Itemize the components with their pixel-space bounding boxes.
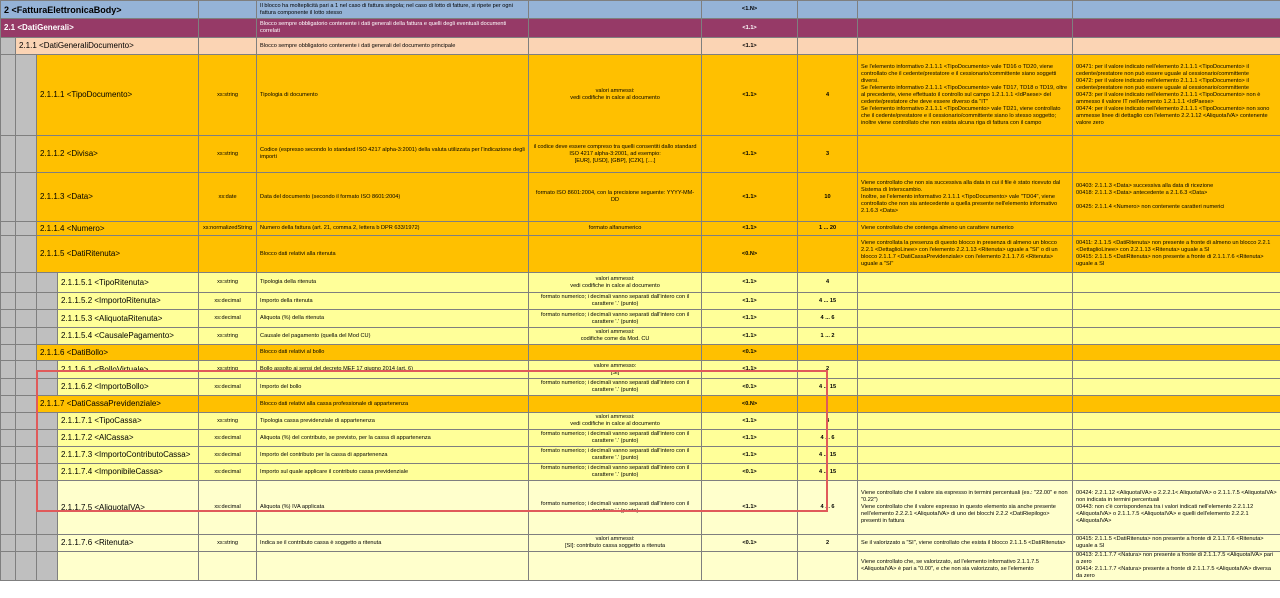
table-row (1, 396, 1280, 413)
format-values (529, 396, 702, 413)
controls: Viene controllata la presenza di questo blocco in presenza di almeno un blocco 2.2.1 <DettaglioLinee> con l'elemento 2.2.1.13 <Ritenuta> uguale a "SI" o di un blocco 2.1.1.7 <DatiCassaPrevidenziale> con l'elemento 2.1.1.7.6 <Ritenuta> uguale a "SI" (858, 236, 1073, 273)
dimension: 3 (798, 136, 858, 173)
format-values: formato ISO 8601:2004, con la precisione seguente: YYYY-MM-DD (529, 173, 702, 222)
element-name: 2.1 <DatiGenerali> (1, 19, 199, 38)
format-values: formato numerico; i decimali vanno separati dall'intero con il carattere '.' (punto) (529, 464, 702, 481)
element-name: 2.1.1.7.4 <ImponibileCassa> (58, 464, 199, 481)
format-values (529, 552, 702, 581)
error-codes (1073, 379, 1280, 396)
element-name: 2.1.1.5 <DatiRitenuta> (37, 236, 199, 273)
format-values: formato numerico; i decimali vanno separati dall'intero con il carattere '.' (punto) (529, 430, 702, 447)
table-row (1, 310, 1280, 328)
dimension: 4 ... 6 (798, 310, 858, 328)
element-description: Data del documento (secondo il formato ISO 8601:2004) (257, 173, 529, 222)
data-type: xs:decimal (199, 447, 257, 464)
element-name: 2.1.1.7.2 <AlCassa> (58, 430, 199, 447)
error-codes: 00403: 2.1.1.3 <Data> successiva alla data di ricezione 00418: 2.1.1.3 <Data> antecedente a 2.1.6.3 <Data> 00425: 2.1.1.4 <Numero> non contenente caratteri numerici (1073, 173, 1280, 222)
dimension (798, 552, 858, 581)
element-description: Aliquota (%) IVA applicata (257, 481, 529, 535)
table-row (1, 481, 1280, 535)
controls (858, 396, 1073, 413)
dimension: 4 ... 6 (798, 430, 858, 447)
cardinality: <0.1> (702, 464, 798, 481)
format-values: formato numerico; i decimali vanno separati dall'intero con il carattere '.' (punto) (529, 293, 702, 310)
table-row (1, 55, 1280, 136)
controls (858, 136, 1073, 173)
indent-cell (16, 273, 37, 293)
element-name: 2.1.1.3 <Data> (37, 173, 199, 222)
dimension: 1 ... 20 (798, 222, 858, 236)
cardinality: <0.1> (702, 535, 798, 552)
element-name: 2.1.1.7.6 <Ritenuta> (58, 535, 199, 552)
indent-cell (1, 222, 16, 236)
element-description: Importo della ritenuta (257, 293, 529, 310)
data-type: xs:string (199, 413, 257, 430)
indent-cell (37, 413, 58, 430)
element-name: 2.1.1.2 <Divisa> (37, 136, 199, 173)
data-type (199, 552, 257, 581)
cardinality: <1.1> (702, 38, 798, 55)
element-description: Indica se il contributo cassa è soggetto a ritenuta (257, 535, 529, 552)
element-name: 2.1.1.6 <DatiBollo> (37, 345, 199, 361)
data-type: xs:string (199, 136, 257, 173)
error-codes (1073, 19, 1280, 38)
table-row (1, 552, 1280, 581)
dimension (798, 396, 858, 413)
dimension: 4 ... 15 (798, 464, 858, 481)
error-codes (1073, 136, 1280, 173)
table-row (1, 19, 1280, 38)
dimension: 4 (798, 55, 858, 136)
cardinality: <1.1> (702, 136, 798, 173)
format-values: formato numerico; i decimali vanno separati dall'intero con il carattere '.' (punto) (529, 481, 702, 535)
indent-cell (16, 222, 37, 236)
element-name: 2.1.1.7 <DatiCassaPrevidenziale> (37, 396, 199, 413)
indent-cell (37, 447, 58, 464)
element-description: Causale del pagamento (quella del Mod CU) (257, 328, 529, 345)
indent-cell (16, 464, 37, 481)
cardinality: <1.1> (702, 430, 798, 447)
error-codes (1073, 396, 1280, 413)
table-row (1, 136, 1280, 173)
dimension (798, 38, 858, 55)
controls (858, 38, 1073, 55)
cardinality (702, 552, 798, 581)
element-description: Aliquota (%) della ritenuta (257, 310, 529, 328)
element-description: Blocco dati relativi alla cassa professionale di appartenenza (257, 396, 529, 413)
table-row (1, 430, 1280, 447)
element-name: 2.1.1.1 <TipoDocumento> (37, 55, 199, 136)
dimension: 4 ... 15 (798, 293, 858, 310)
indent-cell (16, 481, 37, 535)
format-values (529, 38, 702, 55)
cardinality: <1.1> (702, 413, 798, 430)
element-name: 2.1.1.5.3 <AliquotaRitenuta> (58, 310, 199, 328)
table-row (1, 345, 1280, 361)
element-description: Bollo assolto ai sensi del decreto MEF 17 giugno 2014 (art. 6) (257, 361, 529, 379)
data-type: xs:string (199, 361, 257, 379)
indent-cell (16, 379, 37, 396)
dimension (798, 345, 858, 361)
controls: Viene controllato che non sia successiva alla data in cui il file è stato ricevuto dal Sistema di Interscambio. Inoltre, se l'elemento informativo 2.1.1.1 <TipoDocumento> vale "TD04", viene controllato che non sia antecedente a quella presente nell'elemento informativo 2.1.6.3 <Data> (858, 173, 1073, 222)
indent-cell (37, 464, 58, 481)
error-codes (1073, 447, 1280, 464)
data-type (199, 1, 257, 19)
cardinality: <0.1> (702, 379, 798, 396)
element-description: Blocco sempre obbligatorio contenente i dati generali della fattura e quelli degli eventuali documenti correlati (257, 19, 529, 38)
dimension: 2 (798, 361, 858, 379)
element-description: Numero della fattura (art. 21, comma 2, lettera b DPR 633/1972) (257, 222, 529, 236)
indent-cell (16, 430, 37, 447)
element-description: Tipologia della ritenuta (257, 273, 529, 293)
element-description: Blocco dati relativi alla ritenuta (257, 236, 529, 273)
controls: Viene controllato che contenga almeno un carattere numerico (858, 222, 1073, 236)
data-type: xs:decimal (199, 464, 257, 481)
indent-cell (37, 481, 58, 535)
error-codes (1073, 310, 1280, 328)
cardinality: <1.1> (702, 222, 798, 236)
error-codes (1073, 464, 1280, 481)
data-type: xs:decimal (199, 293, 257, 310)
element-description: Importo del bollo (257, 379, 529, 396)
table-row (1, 535, 1280, 552)
element-description: Blocco sempre obbligatorio contenente i dati generali del documento principale (257, 38, 529, 55)
dimension: 4 (798, 413, 858, 430)
cardinality: <1.1> (702, 328, 798, 345)
dimension: 10 (798, 173, 858, 222)
data-type: xs:decimal (199, 430, 257, 447)
data-type: xs:date (199, 173, 257, 222)
indent-cell (16, 55, 37, 136)
error-codes (1073, 273, 1280, 293)
data-type (199, 345, 257, 361)
cardinality: <0.1> (702, 345, 798, 361)
indent-cell (37, 535, 58, 552)
controls (858, 310, 1073, 328)
cardinality: <1.1> (702, 447, 798, 464)
controls (858, 1, 1073, 19)
indent-cell (16, 361, 37, 379)
cardinality: <1.1> (702, 173, 798, 222)
indent-cell (1, 413, 16, 430)
indent-cell (16, 552, 37, 581)
error-codes: 00415: 2.1.1.5 <DatiRitenuta> non presente a fronte di 2.1.1.7.6 <Ritenuta> uguale a SI (1073, 535, 1280, 552)
error-codes (1073, 361, 1280, 379)
indent-cell (1, 552, 16, 581)
format-values: valori ammessi: vedi codifiche in calce al documento (529, 55, 702, 136)
indent-cell (1, 328, 16, 345)
controls (858, 379, 1073, 396)
table-row (1, 361, 1280, 379)
error-codes (1073, 38, 1280, 55)
controls (858, 345, 1073, 361)
element-name: 2.1.1.7.3 <ImportoContributoCassa> (58, 447, 199, 464)
data-type: xs:decimal (199, 481, 257, 535)
format-values: formato numerico; i decimali vanno separati dall'intero con il carattere '.' (punto) (529, 447, 702, 464)
indent-cell (1, 430, 16, 447)
dimension (798, 1, 858, 19)
indent-cell (1, 293, 16, 310)
indent-cell (37, 293, 58, 310)
controls (858, 361, 1073, 379)
indent-cell (1, 361, 16, 379)
controls (858, 273, 1073, 293)
indent-cell (37, 552, 58, 581)
format-values: valori ammessi: [SI]: contributo cassa soggetto a ritenuta (529, 535, 702, 552)
indent-cell (37, 328, 58, 345)
table-row (1, 173, 1280, 222)
indent-cell (16, 447, 37, 464)
controls: Viene controllato che, se valorizzato, ad l'elemento informativo 2.1.1.7.5 <AliquotaIVA> è pari a "0.00", e che non sia valorizzato, se l'elemento (858, 552, 1073, 581)
data-type: xs:decimal (199, 379, 257, 396)
cardinality: <0.N> (702, 396, 798, 413)
data-type (199, 236, 257, 273)
data-type: xs:string (199, 55, 257, 136)
table-row (1, 328, 1280, 345)
table-row (1, 379, 1280, 396)
indent-cell (1, 345, 16, 361)
element-name (58, 552, 199, 581)
dimension (798, 19, 858, 38)
table-row (1, 222, 1280, 236)
element-description: Codice (espresso secondo lo standard ISO 4217 alpha-3:2001) della valuta utilizzata per l'indicazione degli importi (257, 136, 529, 173)
element-name: 2.1.1.4 <Numero> (37, 222, 199, 236)
controls (858, 430, 1073, 447)
format-values: il codice deve essere compreso tra quelli consentiti dallo standard ISO 4217 alpha-3:2001, ad esempio: [EUR], [USD], [GBP], [CZK], [....] (529, 136, 702, 173)
cardinality: <1.1> (702, 310, 798, 328)
cardinality: <1.1> (702, 481, 798, 535)
error-codes: 00471: per il valore indicato nell'elemento 2.1.1.1 <TipoDocumento> il cedente/prestatore non può essere uguale al cessionario/committente 00472: per il valore indicato nell'elemento 2.1.1.1 <TipoDocumento> il cedente/prestatore non può essere uguale al cessionario/committente 00473: per il valore indicato nell'elemento 2.1.1.1 <TipoDocumento> non è ammesso il valore IT nell'elemento 1.2.1.1.1 <IdPaese> 00474: per il valore indicato nell'elemento 2.1.1.1 <TipoDocumento> non sono ammesse linee di dettaglio con l'elemento 2.2.1.12 <AliquotaIVA> contenente valore zero (1073, 55, 1280, 136)
indent-cell (16, 535, 37, 552)
error-codes (1073, 328, 1280, 345)
indent-cell (16, 413, 37, 430)
indent-cell (1, 447, 16, 464)
table-row (1, 38, 1280, 55)
error-codes (1073, 430, 1280, 447)
data-type: xs:normalizedString (199, 222, 257, 236)
element-name: 2.1.1.5.4 <CausalePagamento> (58, 328, 199, 345)
indent-cell (37, 273, 58, 293)
format-values: formato numerico; i decimali vanno separati dall'intero con il carattere '.' (punto) (529, 310, 702, 328)
cardinality: <1.1> (702, 293, 798, 310)
error-codes: 00411: 2.1.1.5 <DatiRitenuta> non presente a fronte di almeno un blocco 2.2.1 <DettaglioLinee> con 2.2.1.13 <Ritenuta> uguale a SI 00415: 2.1.1.5 <DatiRitenuta> non presente a fronte di 2.1.1.7.6 <Ritenuta> uguale a SI (1073, 236, 1280, 273)
table-row (1, 293, 1280, 310)
format-values: valori ammessi: vedi codifiche in calce al documento (529, 413, 702, 430)
element-description: Tipologia di documento (257, 55, 529, 136)
data-type: xs:string (199, 328, 257, 345)
indent-cell (1, 535, 16, 552)
indent-cell (1, 481, 16, 535)
element-name: 2.1.1.6.2 <ImportoBollo> (58, 379, 199, 396)
table-row (1, 464, 1280, 481)
indent-cell (1, 136, 16, 173)
indent-cell (1, 379, 16, 396)
controls: Se l'elemento informativo 2.1.1.1 <TipoDocumento> vale TD16 o TD20, viene controllato che il cedente/prestatore e il cessionario/committente siano soggetti diversi. Se l'elemento informativo 2.1.1.1 <TipoDocumento> vale TD17, TD18 o TD19, oltre al precedente, viene effettuato il controllo sul campo 1.2.1.1.1 <IdPaese> del cedente/prestatore che deve essere diverso da "IT" Se l'elemento informativo 2.1.1.1 <TipoDocumento> vale TD21, viene controllato che il cedente/prestatore e il cessionario/committente siano lo stesso soggetto; inoltre viene controllato che non esista alcuna riga di fattura con il campo (858, 55, 1073, 136)
element-name: 2.1.1.7.5 <AliquotaIVA> (58, 481, 199, 535)
error-codes (1073, 293, 1280, 310)
element-description: Il blocco ha molteplicità pari a 1 nel caso di fattura singola; nel caso di lotto di fatture, si ripete per ogni fattura componente il lotto stesso (257, 1, 529, 19)
data-type: xs:decimal (199, 310, 257, 328)
element-name: 2.1.1.6.1 <BolloVirtuale> (58, 361, 199, 379)
error-codes: 00424: 2.2.1.12 <AliquotaIVA> o 2.2.2.1< AliquotaIVA> o 2.1.1.7.5 <AliquotaIVA> non indicata in termini percentuali 00443: non c'è corrispondenza tra i valori indicati nell'elemento 2.2.1.12 <AliquotaIVA> o 2.1.1.7.5 <AliquotaIVA> e quelli dell'elemento 2.2.2.1 <AliquotaIVA> (1073, 481, 1280, 535)
indent-cell (16, 345, 37, 361)
controls (858, 328, 1073, 345)
format-values (529, 345, 702, 361)
data-type (199, 396, 257, 413)
cardinality: <1.1> (702, 55, 798, 136)
controls (858, 464, 1073, 481)
dimension: 4 ... 6 (798, 481, 858, 535)
indent-cell (1, 55, 16, 136)
data-type: xs:string (199, 535, 257, 552)
cardinality: <1.N> (702, 1, 798, 19)
indent-cell (16, 136, 37, 173)
error-codes (1073, 222, 1280, 236)
dimension (798, 236, 858, 273)
cardinality: <1.1> (702, 273, 798, 293)
indent-cell (1, 310, 16, 328)
element-name: 2.1.1.5.2 <ImportoRitenuta> (58, 293, 199, 310)
dimension: 4 (798, 273, 858, 293)
indent-cell (1, 396, 16, 413)
element-name: 2 <FatturaElettronicaBody> (1, 1, 199, 19)
element-name: 2.1.1 <DatiGeneraliDocumento> (16, 38, 199, 55)
error-codes (1073, 1, 1280, 19)
format-values (529, 236, 702, 273)
indent-cell (37, 310, 58, 328)
dimension: 4 ... 15 (798, 447, 858, 464)
cardinality: <1.1> (702, 19, 798, 38)
format-values: valori ammessi: vedi codifiche in calce al documento (529, 273, 702, 293)
controls (858, 19, 1073, 38)
element-description (257, 552, 529, 581)
element-description: Importo sul quale applicare il contributo cassa previdenziale (257, 464, 529, 481)
table-row (1, 273, 1280, 293)
controls: Se il valorizzato a "SI", viene controllato che esista il blocco 2.1.1.5 <DatiRitenuta> (858, 535, 1073, 552)
controls (858, 413, 1073, 430)
element-name: 2.1.1.7.1 <TipoCassa> (58, 413, 199, 430)
indent-cell (37, 361, 58, 379)
table-row (1, 236, 1280, 273)
indent-cell (16, 293, 37, 310)
element-name: 2.1.1.5.1 <TipoRitenuta> (58, 273, 199, 293)
element-description: Tipologia cassa previdenziale di appartenenza (257, 413, 529, 430)
format-values: formato numerico; i decimali vanno separati dall'intero con il carattere '.' (punto) (529, 379, 702, 396)
data-type: xs:string (199, 273, 257, 293)
format-values (529, 1, 702, 19)
indent-cell (1, 236, 16, 273)
indent-cell (16, 236, 37, 273)
controls (858, 293, 1073, 310)
error-codes: 00413: 2.1.1.7.7 <Natura> non presente a fronte di 2.1.1.7.5 <AliquotaIVA> pari a zero 00414: 2.1.1.7.7 <Natura> presente a fronte di 2.1.1.7.5 <AliquotaIVA> diversa da zero (1073, 552, 1280, 581)
indent-cell (1, 173, 16, 222)
table-row (1, 447, 1280, 464)
controls (858, 447, 1073, 464)
dimension: 2 (798, 535, 858, 552)
cardinality: <0.N> (702, 236, 798, 273)
format-values: formato alfanumerico (529, 222, 702, 236)
indent-cell (1, 38, 16, 55)
indent-cell (16, 396, 37, 413)
format-values: valori ammessi: codifiche come da Mod. CU (529, 328, 702, 345)
format-values (529, 19, 702, 38)
indent-cell (16, 173, 37, 222)
indent-cell (16, 328, 37, 345)
indent-cell (37, 379, 58, 396)
dimension: 1 ... 2 (798, 328, 858, 345)
cardinality: <1.1> (702, 361, 798, 379)
error-codes (1073, 345, 1280, 361)
element-description: Importo del contributo per la cassa di appartenenza (257, 447, 529, 464)
error-codes (1073, 413, 1280, 430)
table-row (1, 413, 1280, 430)
data-type (199, 19, 257, 38)
table-row (1, 1, 1280, 19)
indent-cell (1, 273, 16, 293)
data-type (199, 38, 257, 55)
indent-cell (37, 430, 58, 447)
format-values: valore ammesso: [SI] (529, 361, 702, 379)
element-description: Aliquota (%) del contributo, se previsto, per la cassa di appartenenza (257, 430, 529, 447)
controls: Viene controllato che il valore sia espresso in termini percentuali (es.: "22.00" e non "0.22") Viene controllato che il valore espresso in questo elemento sia anche presente nell'elemento 2.2.2.1 <AliquotaIVA> di uno dei blocchi 2.2.2 <DatiRiepilogo> presenti in fattura (858, 481, 1073, 535)
indent-cell (16, 310, 37, 328)
indent-cell (1, 464, 16, 481)
dimension: 4 ... 15 (798, 379, 858, 396)
element-description: Blocco dati relativi al bollo (257, 345, 529, 361)
